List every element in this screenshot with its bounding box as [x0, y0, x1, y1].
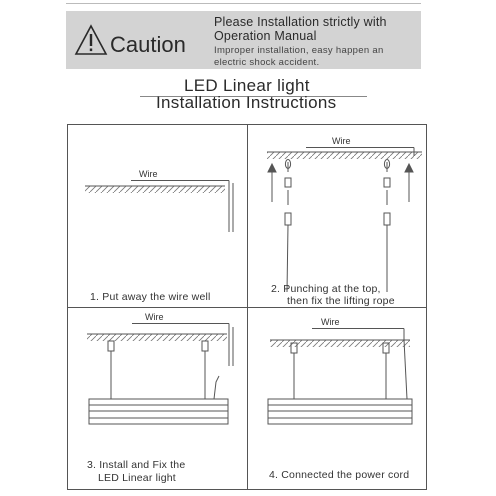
panel-4-wire-label: Wire: [321, 317, 340, 327]
panel-3-wire-label: Wire: [145, 312, 164, 322]
caution-line-2: Operation Manual: [214, 29, 317, 43]
step-1-caption: 1. Put away the wire well: [90, 291, 211, 303]
panel-4-drawing: [268, 329, 412, 425]
step-2-caption-line-1: 2. Punching at the top,: [271, 283, 381, 295]
panel-2-wire-label: Wire: [332, 136, 351, 146]
caution-line-3: Improper installation, easy happen an: [214, 45, 384, 56]
step-3-caption-line-1: 3. Install and Fix the: [87, 459, 186, 471]
panel-1-wire-label: Wire: [139, 169, 158, 179]
step-4-caption: 4. Connected the power cord: [269, 469, 410, 481]
caution-heading: Caution: [110, 32, 186, 57]
panel-3-drawing: [87, 324, 233, 425]
step-3-caption-line-2: LED Linear light: [98, 472, 176, 484]
step-2-caption-line-2: then fix the lifting rope: [287, 295, 395, 307]
title-line-2: Installation Instructions: [156, 93, 337, 112]
caution-line-1: Please Installation strictly with: [214, 15, 387, 29]
title-line-1: LED Linear light: [184, 76, 310, 95]
caution-line-4: electric shock accident.: [214, 57, 320, 68]
panel-grid: [68, 125, 427, 490]
panel-1-drawing: [85, 181, 233, 233]
panel-2-drawing: [267, 148, 422, 293]
